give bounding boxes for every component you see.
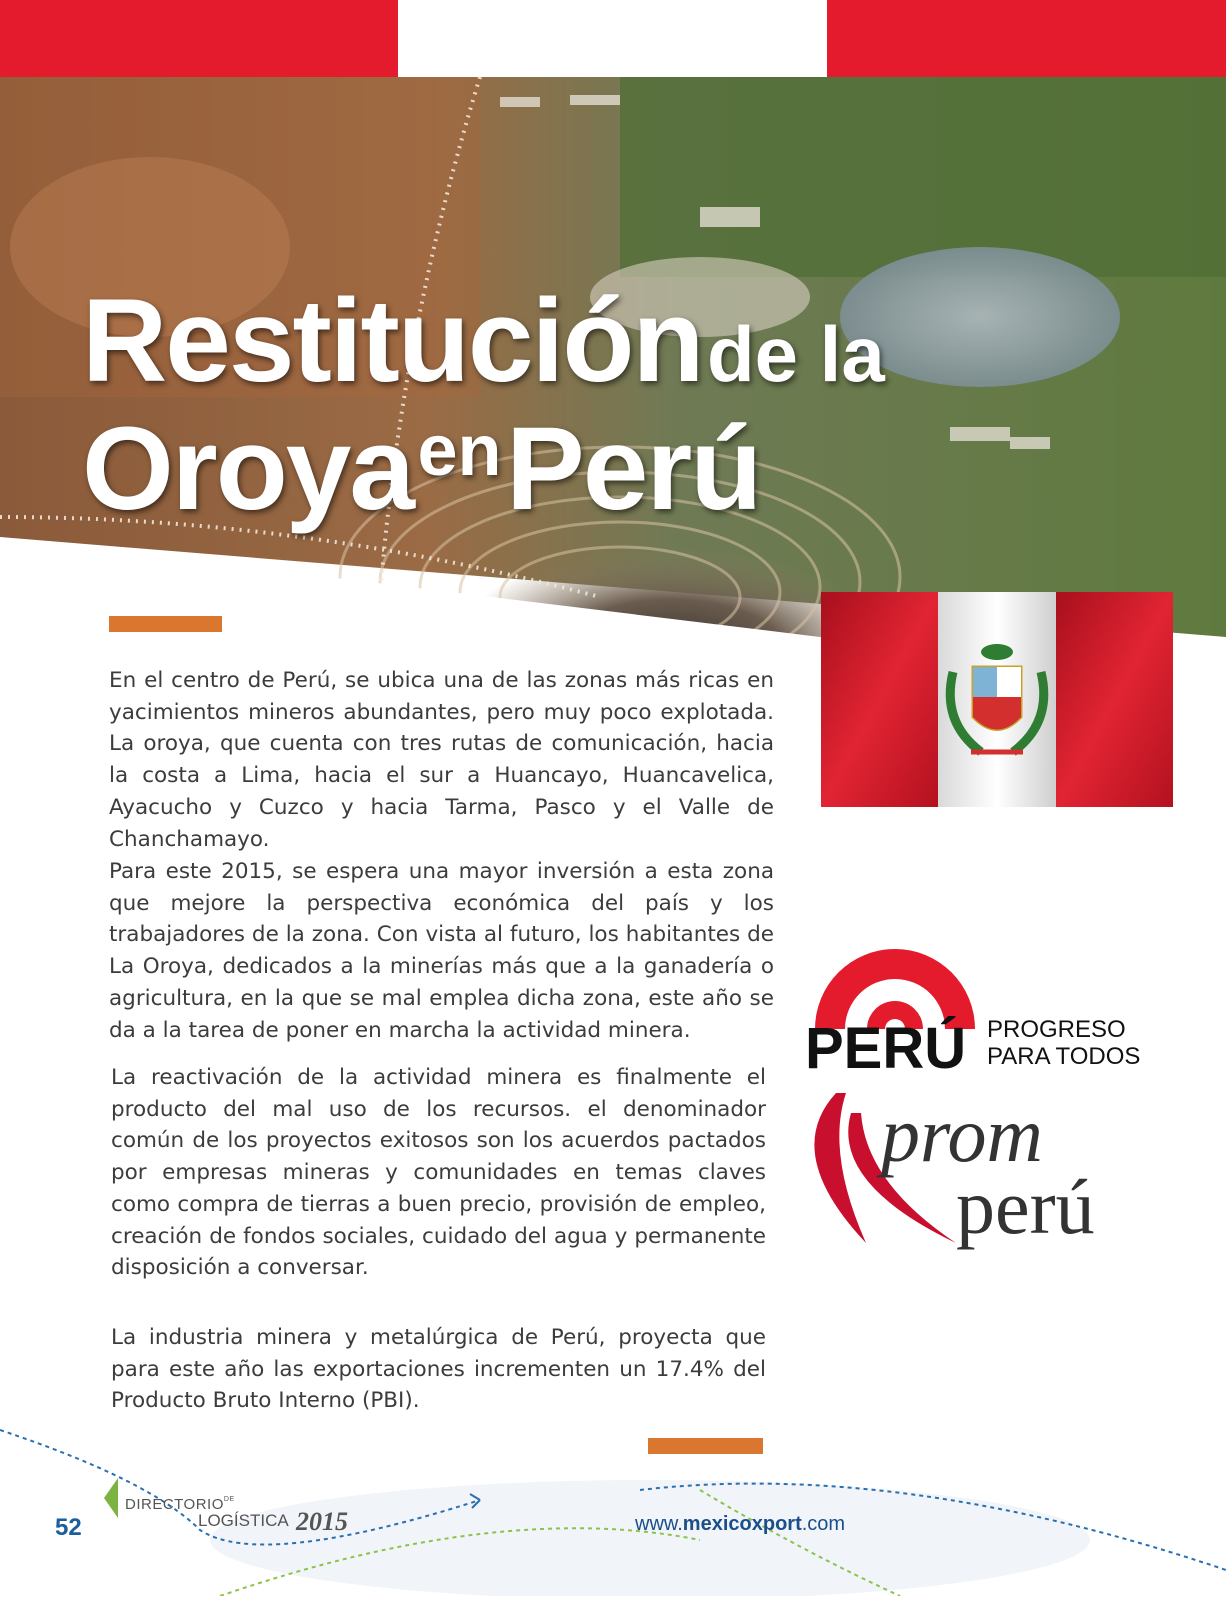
orange-accent-bar-top: [109, 616, 222, 632]
paragraph-1: En el centro de Perú, se ubica una de las zonas más ricas en yacimientos mineros abundantes, pero muy poco explotada. La oroya, que cuenta con tres rutas de comunicación, hacia la costa a Lima, hacia el sur a Huancayo, Huancavelica, Ayacucho y Cuzco y hacia Tarma, Pasco y el Valle de Chanchamayo.: [109, 668, 774, 852]
title-word-oroya: Oroya: [82, 403, 414, 535]
marca-peru-tagline-1: PROGRESO: [987, 1016, 1126, 1043]
title-word-de-la: de la: [706, 310, 885, 398]
promperu-word-prom: prom: [881, 1093, 1043, 1178]
paragraph-4: La industria minera y metalúrgica de Perú, proyecta que para este año las exportaciones incrementen un 17.4% del Producto Bruto Interno (PBI).: [111, 1325, 766, 1414]
paragraph-3: La reactivación de la actividad minera es finalmente el producto del mal uso de los recursos. el denominador común de los proyectos exitosos son los acuerdos pactados por empresas mineras y comunidades en temas claves como compra de tierras a buen precio, provisión de empleo, creación de fondos sociales, cuidado del agua y permanente disposición a conversar.: [111, 1065, 766, 1281]
marca-peru-wordmark: PERÚ: [805, 1016, 967, 1074]
top-red-bar-left: [0, 0, 398, 77]
promperu-word-peru: perú: [956, 1163, 1095, 1250]
directory-logo-year: 2015: [296, 1507, 348, 1536]
title-word-restitucion: Restitución: [82, 275, 703, 407]
top-red-bar-right: [827, 0, 1226, 77]
directory-logo-line2: LOGÍSTICA: [198, 1511, 289, 1530]
peru-flag-image: [821, 592, 1173, 807]
promperu-logo: [806, 1093, 1176, 1253]
marca-peru-logo: [805, 934, 1175, 1074]
website-link[interactable]: www.mexicoxport.com: [635, 1513, 846, 1535]
paragraph-2: Para este 2015, se espera una mayor inversión a esta zona que mejore la perspectiva económica del país y los trabajadores de la zona. Con vista al futuro, los habitantes de La Oroya, dedicados a la minerías más que a la ganadería o agricultura, en la que se mal emplea dicha zona, este año se da a la tarea de poner en marcha la actividad minera.: [109, 859, 774, 1043]
marca-peru-tagline-2: PARA TODOS: [987, 1043, 1141, 1070]
title-word-peru: Perú: [505, 403, 761, 535]
page-number: 52: [55, 1514, 82, 1541]
top-white-tab: [398, 0, 827, 88]
directory-logo-line1: $DIRECTORIO^{DE}$: [125, 1496, 235, 1513]
title-word-en: en: [417, 411, 502, 491]
footer-arrow-icon: [104, 1478, 118, 1518]
